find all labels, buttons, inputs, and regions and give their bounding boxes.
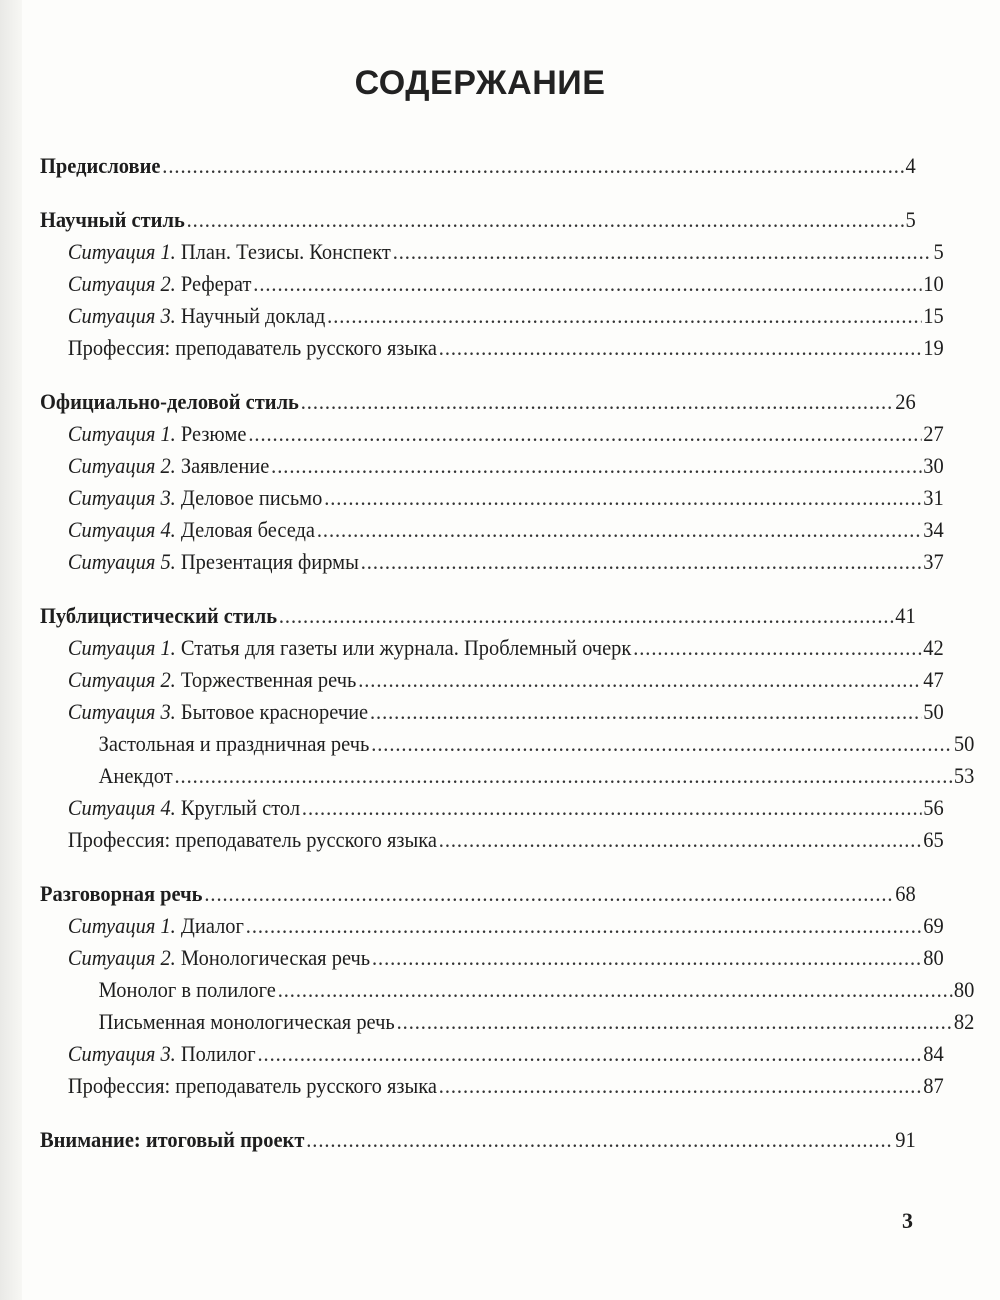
situation-prefix: Ситуация 2. <box>67 945 176 970</box>
entry-label: Предисловие <box>40 153 161 178</box>
situation-prefix: Ситуация 1. <box>67 913 176 938</box>
table-of-contents <box>40 150 975 1156</box>
toc-entry[interactable] <box>40 300 944 332</box>
entry-label: Монологическая речь <box>180 945 371 970</box>
entry-page-number: 15 <box>923 303 944 328</box>
toc-entry-title <box>68 300 325 332</box>
entry-label: Официально-деловой стиль <box>40 389 299 414</box>
page-number: 3 <box>902 1208 913 1233</box>
dot-leader <box>397 1006 952 1038</box>
situation-prefix: Ситуация 1. <box>67 421 176 446</box>
toc-entry[interactable] <box>40 600 916 632</box>
entry-page-number: 42 <box>923 635 944 660</box>
entry-label: Письменная монологическая речь <box>98 1009 395 1034</box>
toc-entry-title <box>68 1038 256 1070</box>
entry-page-number: 26 <box>895 389 916 414</box>
dot-leader <box>258 1038 922 1070</box>
toc-entry[interactable] <box>40 1038 944 1070</box>
entry-page-number: 41 <box>895 603 916 628</box>
entry-page-number: 69 <box>923 913 944 938</box>
entry-page-number: 27 <box>923 421 944 446</box>
toc-entry-title <box>40 878 202 910</box>
situation-prefix: Ситуация 1. <box>67 635 176 660</box>
entry-page-number: 80 <box>953 977 975 1002</box>
toc-entry[interactable] <box>40 696 944 728</box>
toc-entry[interactable] <box>40 910 944 942</box>
toc-entry-title <box>68 482 322 514</box>
toc-entry[interactable] <box>40 824 944 856</box>
dot-leader <box>327 300 921 332</box>
toc-entry-title <box>68 792 300 824</box>
toc-entry[interactable] <box>40 514 944 546</box>
situation-prefix: Ситуация 3. <box>67 699 176 724</box>
dot-leader <box>301 386 894 418</box>
toc-entry[interactable] <box>40 546 944 578</box>
dot-leader <box>248 418 921 450</box>
entry-page-number: 10 <box>923 271 944 296</box>
dot-leader <box>439 1070 922 1102</box>
entry-page-number: 91 <box>895 1127 916 1152</box>
toc-entry[interactable] <box>40 482 944 514</box>
entry-label: Монолог в полилоге <box>98 977 276 1002</box>
toc-entry[interactable] <box>40 760 974 792</box>
toc-entry-title <box>40 204 185 236</box>
dot-leader <box>246 910 922 942</box>
toc-entry[interactable] <box>40 268 944 300</box>
toc-entry-title <box>68 450 269 482</box>
entry-label: Профессия: преподаватель русского языка <box>67 827 437 852</box>
toc-entry[interactable] <box>40 204 916 236</box>
entry-page-number: 87 <box>923 1073 944 1098</box>
entry-page-number: 19 <box>923 335 944 360</box>
entry-label: Круглый стол <box>180 795 301 820</box>
situation-prefix: Ситуация 4. <box>67 795 176 820</box>
entry-label: Презентация фирмы <box>180 549 359 574</box>
situation-prefix: Ситуация 1. <box>67 239 176 264</box>
entry-page-number: 56 <box>923 795 944 820</box>
situation-prefix: Ситуация 3. <box>67 1041 176 1066</box>
dot-leader <box>393 236 932 268</box>
toc-entry-title <box>40 1124 304 1156</box>
entry-page-number: 68 <box>895 881 916 906</box>
entry-label: Внимание: итоговый проект <box>40 1127 305 1152</box>
toc-entry[interactable] <box>40 332 944 364</box>
entry-page-number: 37 <box>923 549 944 574</box>
toc-entry-title <box>40 386 299 418</box>
toc-section <box>40 204 944 364</box>
entry-page-number: 5 <box>905 207 916 232</box>
dot-leader <box>271 450 921 482</box>
dot-leader <box>439 332 922 364</box>
entry-page-number: 4 <box>905 153 916 178</box>
entry-page-number: 30 <box>923 453 944 478</box>
entry-page-number: 80 <box>923 945 944 970</box>
entry-page-number: 84 <box>923 1041 944 1066</box>
toc-entry[interactable] <box>40 728 974 760</box>
toc-entry[interactable] <box>40 632 944 664</box>
dot-leader <box>361 546 922 578</box>
dot-leader <box>302 792 921 824</box>
toc-entry-title <box>68 824 437 856</box>
entry-label: План. Тезисы. Конспект <box>180 239 391 264</box>
toc-entry-title <box>68 418 247 450</box>
dot-leader <box>317 514 921 546</box>
entry-label: Публицистический стиль <box>40 603 278 628</box>
entry-label: Реферат <box>180 271 252 296</box>
toc-entry[interactable] <box>40 450 944 482</box>
dot-leader <box>372 942 921 974</box>
toc-entry-title <box>68 664 356 696</box>
entry-label: Полилог <box>180 1041 256 1066</box>
toc-entry-title <box>68 696 368 728</box>
dot-leader <box>187 204 904 236</box>
entry-page-number: 53 <box>953 763 975 788</box>
entry-page-number: 82 <box>953 1009 975 1034</box>
toc-entry[interactable] <box>40 418 944 450</box>
dot-leader <box>279 600 894 632</box>
toc-entry-title <box>68 236 391 268</box>
page-title: СОДЕРЖАНИЕ <box>354 64 606 102</box>
toc-entry[interactable] <box>40 386 916 418</box>
toc-entry-title <box>68 1070 437 1102</box>
entry-label: Научный стиль <box>40 207 185 232</box>
dot-leader <box>278 974 952 1006</box>
dot-leader <box>370 696 921 728</box>
entry-label: Профессия: преподаватель русского языка <box>67 335 437 360</box>
entry-label: Научный доклад <box>180 303 326 328</box>
situation-prefix: Ситуация 5. <box>67 549 176 574</box>
entry-page-number: 31 <box>923 485 944 510</box>
entry-page-number: 50 <box>953 731 975 756</box>
entry-label: Застольная и праздничная речь <box>98 731 370 756</box>
entry-label: Профессия: преподаватель русского языка <box>67 1073 437 1098</box>
toc-entry-title <box>99 1006 395 1038</box>
toc-entry[interactable] <box>40 1124 916 1156</box>
dot-leader <box>253 268 921 300</box>
entry-label: Диалог <box>180 913 244 938</box>
toc-section <box>40 386 944 578</box>
dot-leader <box>175 760 953 792</box>
situation-prefix: Ситуация 3. <box>67 485 176 510</box>
entry-page-number: 5 <box>933 239 944 264</box>
situation-prefix: Ситуация 2. <box>67 271 176 296</box>
entry-label: Деловая беседа <box>180 517 316 542</box>
situation-prefix: Ситуация 4. <box>67 517 176 542</box>
entry-label: Анекдот <box>98 763 173 788</box>
toc-entry-title <box>68 910 244 942</box>
toc-section <box>40 1124 916 1156</box>
toc-section <box>40 150 916 182</box>
toc-section <box>40 600 975 856</box>
toc-entry-title <box>68 546 359 578</box>
toc-entry[interactable] <box>40 664 944 696</box>
toc-entry[interactable] <box>40 974 974 1006</box>
toc-entry-title <box>40 600 277 632</box>
entry-page-number: 50 <box>923 699 944 724</box>
entry-page-number: 34 <box>923 517 944 542</box>
dot-leader <box>204 878 893 910</box>
toc-entry-title <box>68 942 370 974</box>
entry-label: Резюме <box>180 421 247 446</box>
dot-leader <box>633 632 921 664</box>
toc-entry[interactable] <box>40 878 916 910</box>
toc-entry-title <box>68 268 252 300</box>
entry-label: Бытовое красноречие <box>180 699 369 724</box>
dot-leader <box>439 824 922 856</box>
toc-section <box>40 878 975 1102</box>
dot-leader <box>358 664 921 696</box>
entry-label: Разговорная речь <box>40 881 203 906</box>
toc-entry[interactable] <box>40 792 944 824</box>
entry-page-number: 47 <box>923 667 944 692</box>
toc-entry-title <box>68 332 437 364</box>
toc-entry[interactable] <box>40 150 916 182</box>
toc-entry[interactable] <box>40 1070 944 1102</box>
entry-page-number: 65 <box>923 827 944 852</box>
toc-entry-title <box>99 974 276 1006</box>
toc-entry-title <box>40 150 160 182</box>
entry-label: Статья для газеты или журнала. Проблемный очерк <box>180 635 632 660</box>
dot-leader <box>306 1124 893 1156</box>
toc-entry-title <box>68 514 315 546</box>
toc-entry[interactable] <box>40 1006 974 1038</box>
dot-leader <box>324 482 921 514</box>
entry-label: Торжественная речь <box>180 667 357 692</box>
dot-leader <box>371 728 952 760</box>
dot-leader <box>162 150 903 182</box>
situation-prefix: Ситуация 2. <box>67 667 176 692</box>
entry-label: Деловое письмо <box>180 485 323 510</box>
page-edge-shadow <box>0 0 22 1300</box>
toc-entry-title <box>68 632 631 664</box>
situation-prefix: Ситуация 2. <box>67 453 176 478</box>
toc-entry-title <box>99 760 173 792</box>
entry-label: Заявление <box>180 453 270 478</box>
situation-prefix: Ситуация 3. <box>67 303 176 328</box>
toc-entry[interactable] <box>40 236 944 268</box>
toc-entry[interactable] <box>40 942 944 974</box>
toc-entry-title <box>99 728 370 760</box>
